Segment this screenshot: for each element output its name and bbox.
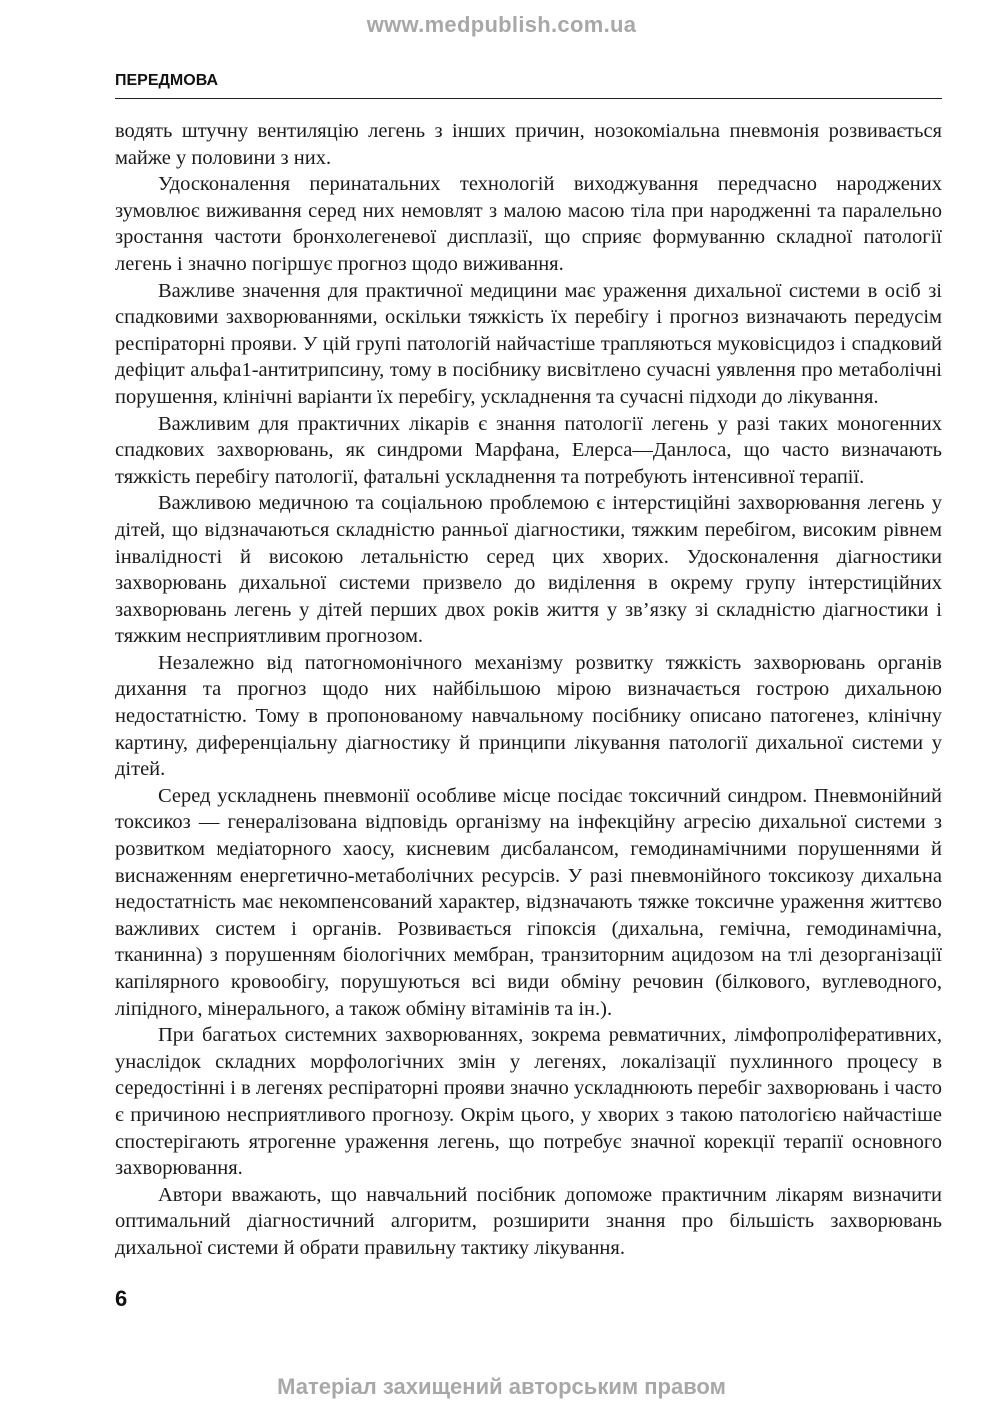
paragraph: Серед ускладнень пневмонії особливе місце посідає токсичний синдром. Пневмонійний токсикоз — генералізована відповідь організму на інфекційну агресію дихальної системи з розвитком медіаторного хаосу, кисневим дисбалансом, гемодинамічними порушеннями й виснаженням енергетично-метаболічних ресурсів. У разі пневмонійного токсикозу дихальна недостатність має некомпенсований характер, відзначають тяжке токсичне ураження життєво важливих систем і органів. Розвивається гіпоксія (дихальна, гемічна, гемодинамічна, тканинна) з порушенням біологічних мембран, транзиторним ацидозом на тлі дезорганізації капілярного кровообігу, порушуються всі види обміну речовин (білкового, вуглеводного, ліпідного, мінерального, а також обміну вітамінів та ін.). bbox=[115, 784, 942, 1020]
running-head: ПЕРЕДМОВА bbox=[115, 72, 218, 89]
paragraph: Удосконалення перинатальних технологій виходжування передчасно народжених зумовлює виживання серед них немовлят з малою масою тіла при народженні та паралельно зростання частоти бронхолегеневої дисплазії, що сприяє формуванню складної патології легень і значно погіршує прогноз щодо виживання. bbox=[115, 173, 942, 275]
paragraph: Важливою медичною та соціальною проблемою є інтерстиційні захворювання легень у дітей, що відзначаються складністю ранньої діагностики, тяжким перебігом, високим рівнем інвалідності й високою летальністю серед цих хворих. Удосконалення діагностики захворювань дихальної системи призвело до виділення в окрему групу інтерстиційних захворювань легень у дітей перших двох років життя у зв’язку зі складністю діагностики і тяжким несприятливим прогнозом. bbox=[115, 492, 942, 648]
body-text bbox=[115, 118, 942, 1262]
page-number: 6 bbox=[115, 1286, 128, 1311]
paragraph: При багатьох системних захворюваннях, зокрема ревматичних, лімфопроліферативних, унаслідок складних морфологічних змін у легенях, локалізації пухлинного процесу в середостінні і в легенях респіраторні прояви значно ускладнюють перебіг захворювань і часто є причиною несприятливого прогнозу. Окрім цього, у хворих з такою патологією найчастіше спостерігають ятрогенне ураження легень, що потребує значної корекції терапії основного захворювання. bbox=[115, 1024, 942, 1180]
watermark-url: www.medpublish.com.ua bbox=[366, 12, 637, 37]
header-rule bbox=[115, 98, 942, 99]
copyright-watermark: Матеріал захищений авторським правом bbox=[277, 1374, 726, 1399]
paragraph: Важливе значення для практичної медицини має ураження дихальної системи в осіб зі спадковими захворюваннями, оскільки тяжкість їх перебігу і прогноз визначають передусім респіраторні прояви. У цій групі патологій найчастіше трапляються муковісцидоз і спадковий дефіцит альфа1-антитрипсину, тому в посібнику висвітлено сучасні уявлення про метаболічні порушення, клінічні варіанти їх перебігу, ускладнення та сучасні підходи до лікування. bbox=[115, 279, 942, 408]
paragraph: Важливим для практичних лікарів є знання патології легень у разі таких моногенних спадкових захворювань, як синдроми Марфана, Елерса—Данлоса, що часто визначають тяжкість перебігу патології, фатальні ускладнення та потребують інтенсивної терапії. bbox=[115, 412, 942, 488]
paragraph: Автори вважають, що навчальний посібник допоможе практичним лікарям визначити оптимальний діагностичний алгоритм, розширити знання про більшість захворювань дихальної системи й обрати правильну тактику лікування. bbox=[115, 1183, 942, 1259]
paragraph: водять штучну вентиляцію легень з інших причин, нозокоміальна пневмонія розвивається майже у половини з них. bbox=[115, 120, 942, 169]
paragraph: Незалежно від патогномонічного механізму розвитку тяжкість захворювань органів дихання та прогноз щодо них найбільшою мірою визначається гострою дихальною недостатністю. Тому в пропонованому навчальному посібнику описано патогенез, клінічну картину, диференціальну діагностику й принципи лікування патології дихальної системи у дітей. bbox=[115, 651, 942, 781]
